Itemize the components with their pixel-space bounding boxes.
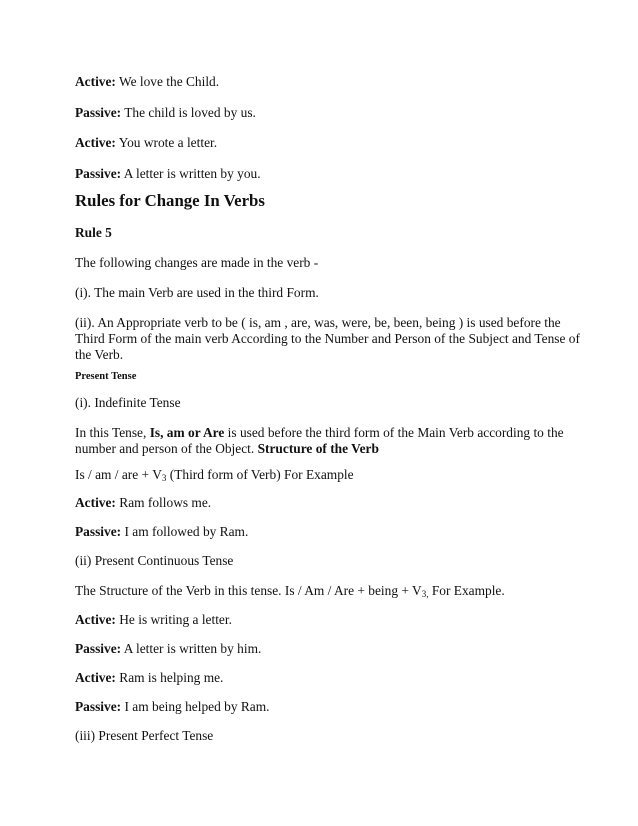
example-passive-5 [75, 698, 270, 715]
active-label: Active: [75, 612, 116, 627]
passive-label: Passive: [75, 641, 122, 656]
example-active-2 [75, 134, 217, 151]
subsection-heading: Present Tense [75, 371, 137, 382]
example-passive-1 [75, 104, 256, 121]
active-label: Active: [75, 670, 116, 685]
changes-intro: The following changes are made in the verb - [75, 255, 319, 270]
sentence-text: A letter is written by him. [123, 641, 262, 656]
rule-point-ii-line-1: (ii). An Appropriate verb to be ( is, am , are, was, were, be, been, being ) is used before the [75, 315, 561, 330]
example-passive-2 [75, 165, 261, 182]
indefinite-tense-title: (i). Indefinite Tense [75, 395, 181, 410]
passive-label: Passive: [75, 166, 122, 181]
example-passive-3 [75, 523, 248, 540]
example-active-4 [75, 611, 232, 628]
sentence-text: You wrote a letter. [118, 135, 218, 150]
sentence-text: Ram follows me. [119, 495, 212, 510]
rule-point-ii-line-2: Third Form of the main verb According to the Number and Person of the Subject and Tense of [75, 331, 580, 346]
example-passive-4 [75, 640, 261, 657]
sentence-text: I am followed by Ram. [124, 524, 249, 539]
example-active-3 [75, 494, 211, 511]
sentence-text: I am being helped by Ram. [124, 699, 270, 714]
sentence-text: He is writing a letter. [119, 612, 232, 627]
passive-label: Passive: [75, 699, 122, 714]
rule-title: Rule 5 [75, 225, 112, 240]
example-active-5 [75, 669, 223, 686]
active-label: Active: [75, 74, 116, 89]
continuous-tense-title: (ii) Present Continuous Tense [75, 553, 234, 568]
example-active-1 [75, 73, 219, 90]
rule-point-ii-line-3: the Verb. [75, 347, 124, 362]
tense-explanation-line-2: number and person of the Object. Structure of the Verb [75, 441, 379, 456]
sentence-text: A letter is written by you. [123, 166, 261, 181]
sentence-text: We love the Child. [119, 74, 220, 89]
passive-label: Passive: [75, 105, 122, 120]
active-label: Active: [75, 135, 116, 150]
perfect-tense-title: (iii) Present Perfect Tense [75, 728, 214, 743]
continuous-structure: The Structure of the Verb in this tense. Is / Am / Are + being + $V_{3,}$ For Example. [75, 583, 505, 599]
sentence-text: Ram is helping me. [119, 670, 224, 685]
rule-point-i: (i). The main Verb are used in the third Form. [75, 285, 319, 300]
structure-formula: Is / am / are + $V_3$ (Third form of Verb) For Example [75, 467, 354, 483]
active-label: Active: [75, 495, 116, 510]
tense-explanation-line-1: In this Tense, Is, am or Are is used before the third form of the Main Verb according to the [75, 425, 564, 440]
sentence-text: The child is loved by us. [124, 105, 256, 120]
section-heading: Rules for Change In Verbs [75, 191, 265, 210]
passive-label: Passive: [75, 524, 122, 539]
